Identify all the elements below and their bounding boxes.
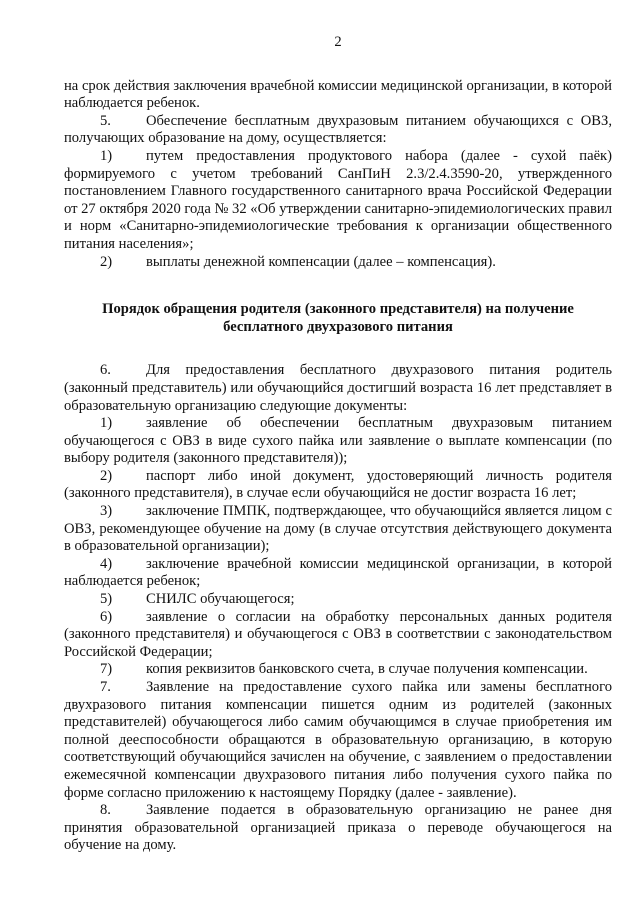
item-8-text: Заявление подается в образовательную организацию не ранее дня принятия образовательной организацией приказа о переводе обучающегося на обучение на дому.: [64, 802, 612, 854]
spacer: [64, 271, 612, 301]
item-6-subitem-1-text: заявление об обеспечении бесплатным двухразовым питанием обучающегося с ОВЗ в виде сухого пайка или заявление о выплате компенсации (по выбору родителя (законного представителя));: [64, 415, 612, 467]
item-6-subitem-3-text: заключение ПМПК, подтверждающее, что обучающийся является лицом с ОВЗ, рекомендующее обучение на дому (в случае отсутствия действующего документа в образовательной организации);: [64, 503, 612, 555]
item-7-paragraph: [64, 679, 612, 802]
item-6-subitem-1: [64, 415, 612, 468]
page-number: 2: [334, 34, 342, 50]
item-6-subitem-7-number: 7): [100, 661, 113, 678]
item-5-number: 5.: [100, 112, 111, 129]
item-6-subitem-3-number: 3): [100, 503, 113, 520]
item-6-subitem-2-text: паспорт либо иной документ, удостоверяющий личность родителя (законного представителя), в случае если обучающийся не достиг возраста 16 лет;: [64, 467, 612, 502]
item-8-number: 8.: [100, 802, 111, 819]
item-6-text: Для предоставления бесплатного двухразового питания родитель (законный представитель) или обучающийся достигший возраста 16 лет представляет в образовательную организацию следующие документы:: [64, 362, 612, 414]
item-5-paragraph: [64, 113, 612, 148]
item-6-subitem-1-number: 1): [100, 415, 113, 432]
item-6-subitem-7-text: копия реквизитов банковского счета, в случае получения компенсации.: [146, 661, 588, 678]
item-5-subitem-1-number: 1): [100, 147, 113, 164]
item-5-subitem-1: [64, 148, 612, 254]
item-6-number: 6.: [100, 362, 111, 379]
item-6-subitem-4-number: 4): [100, 555, 113, 572]
item-6-subitem-4: [64, 556, 612, 591]
item-6-subitem-2-number: 2): [100, 467, 113, 484]
spacer: [64, 336, 612, 362]
item-7-number: 7.: [100, 679, 111, 695]
item-6-subitem-2: [64, 468, 612, 503]
section-heading: Порядок обращения родителя (законного представителя) на получение бесплатного двухразового питания: [102, 301, 574, 335]
item-6-subitem-6: [64, 609, 612, 662]
item-6-subitem-4-text: заключение врачебной комиссии медицинской организации, в которой наблюдается ребенок;: [64, 555, 612, 590]
item-6-subitem-5: [64, 591, 612, 609]
item-6-subitem-5-text: СНИЛС обучающегося;: [146, 591, 295, 608]
item-5-subitem-1-text: путем предоставления продуктового набора (далее - сухой паёк) формируемого с учетом требований СанПиН 2.3/2.4.3590-20, утвержденного постановлением Главного государственного санитарного врача Российской Федерации от 27 октября 2020 года № 32 «Об утверждении санитарно-эпидемиологических правил и норм «Санитарно-эпидемиологические требования к организации общественного питания населения»;: [64, 147, 612, 252]
item-6-subitem-7: [64, 661, 612, 679]
item-6-subitem-6-text: заявление о согласии на обработку персональных данных родителя (законного представителя) и обучающегося с ОВЗ в соответствии с законодательством Российской Федерации;: [64, 608, 612, 660]
item-6-paragraph: [64, 362, 612, 415]
item-7-text: Заявление на предоставление сухого пайка или замены бесплатного двухразового питания компенсации пишется одним из родителей (законных представителей) обучающегося либо самим обучающимся в случае приобретения им полной дееспособности обращаются в образовательную организацию, в которую соответствующий обучающийся зачислен на обучение, с заявлением о предоставлении ежемесячной компенсации двухразового питания либо получения сухого пайка по форме согласно приложению к настоящему Порядку (далее - заявление).: [64, 679, 612, 801]
item-6-subitem-5-number: 5): [100, 591, 113, 608]
item-6-subitem-6-number: 6): [100, 608, 113, 625]
item-5-subitem-2: [64, 254, 612, 272]
item-5-text: Обеспечение бесплатным двухразовым питанием обучающихся с ОВЗ, получающих образование на дому, осуществляется:: [64, 112, 612, 147]
item-6-subitem-3: [64, 503, 612, 556]
intro-paragraph: на срок действия заключения врачебной комиссии медицинской организации, в которой наблюдается ребенок.: [64, 77, 612, 112]
item-5-subitem-2-text: выплаты денежной компенсации (далее – компенсация).: [146, 253, 496, 270]
item-8-paragraph: [64, 802, 612, 855]
item-5-subitem-2-number: 2): [100, 253, 113, 270]
